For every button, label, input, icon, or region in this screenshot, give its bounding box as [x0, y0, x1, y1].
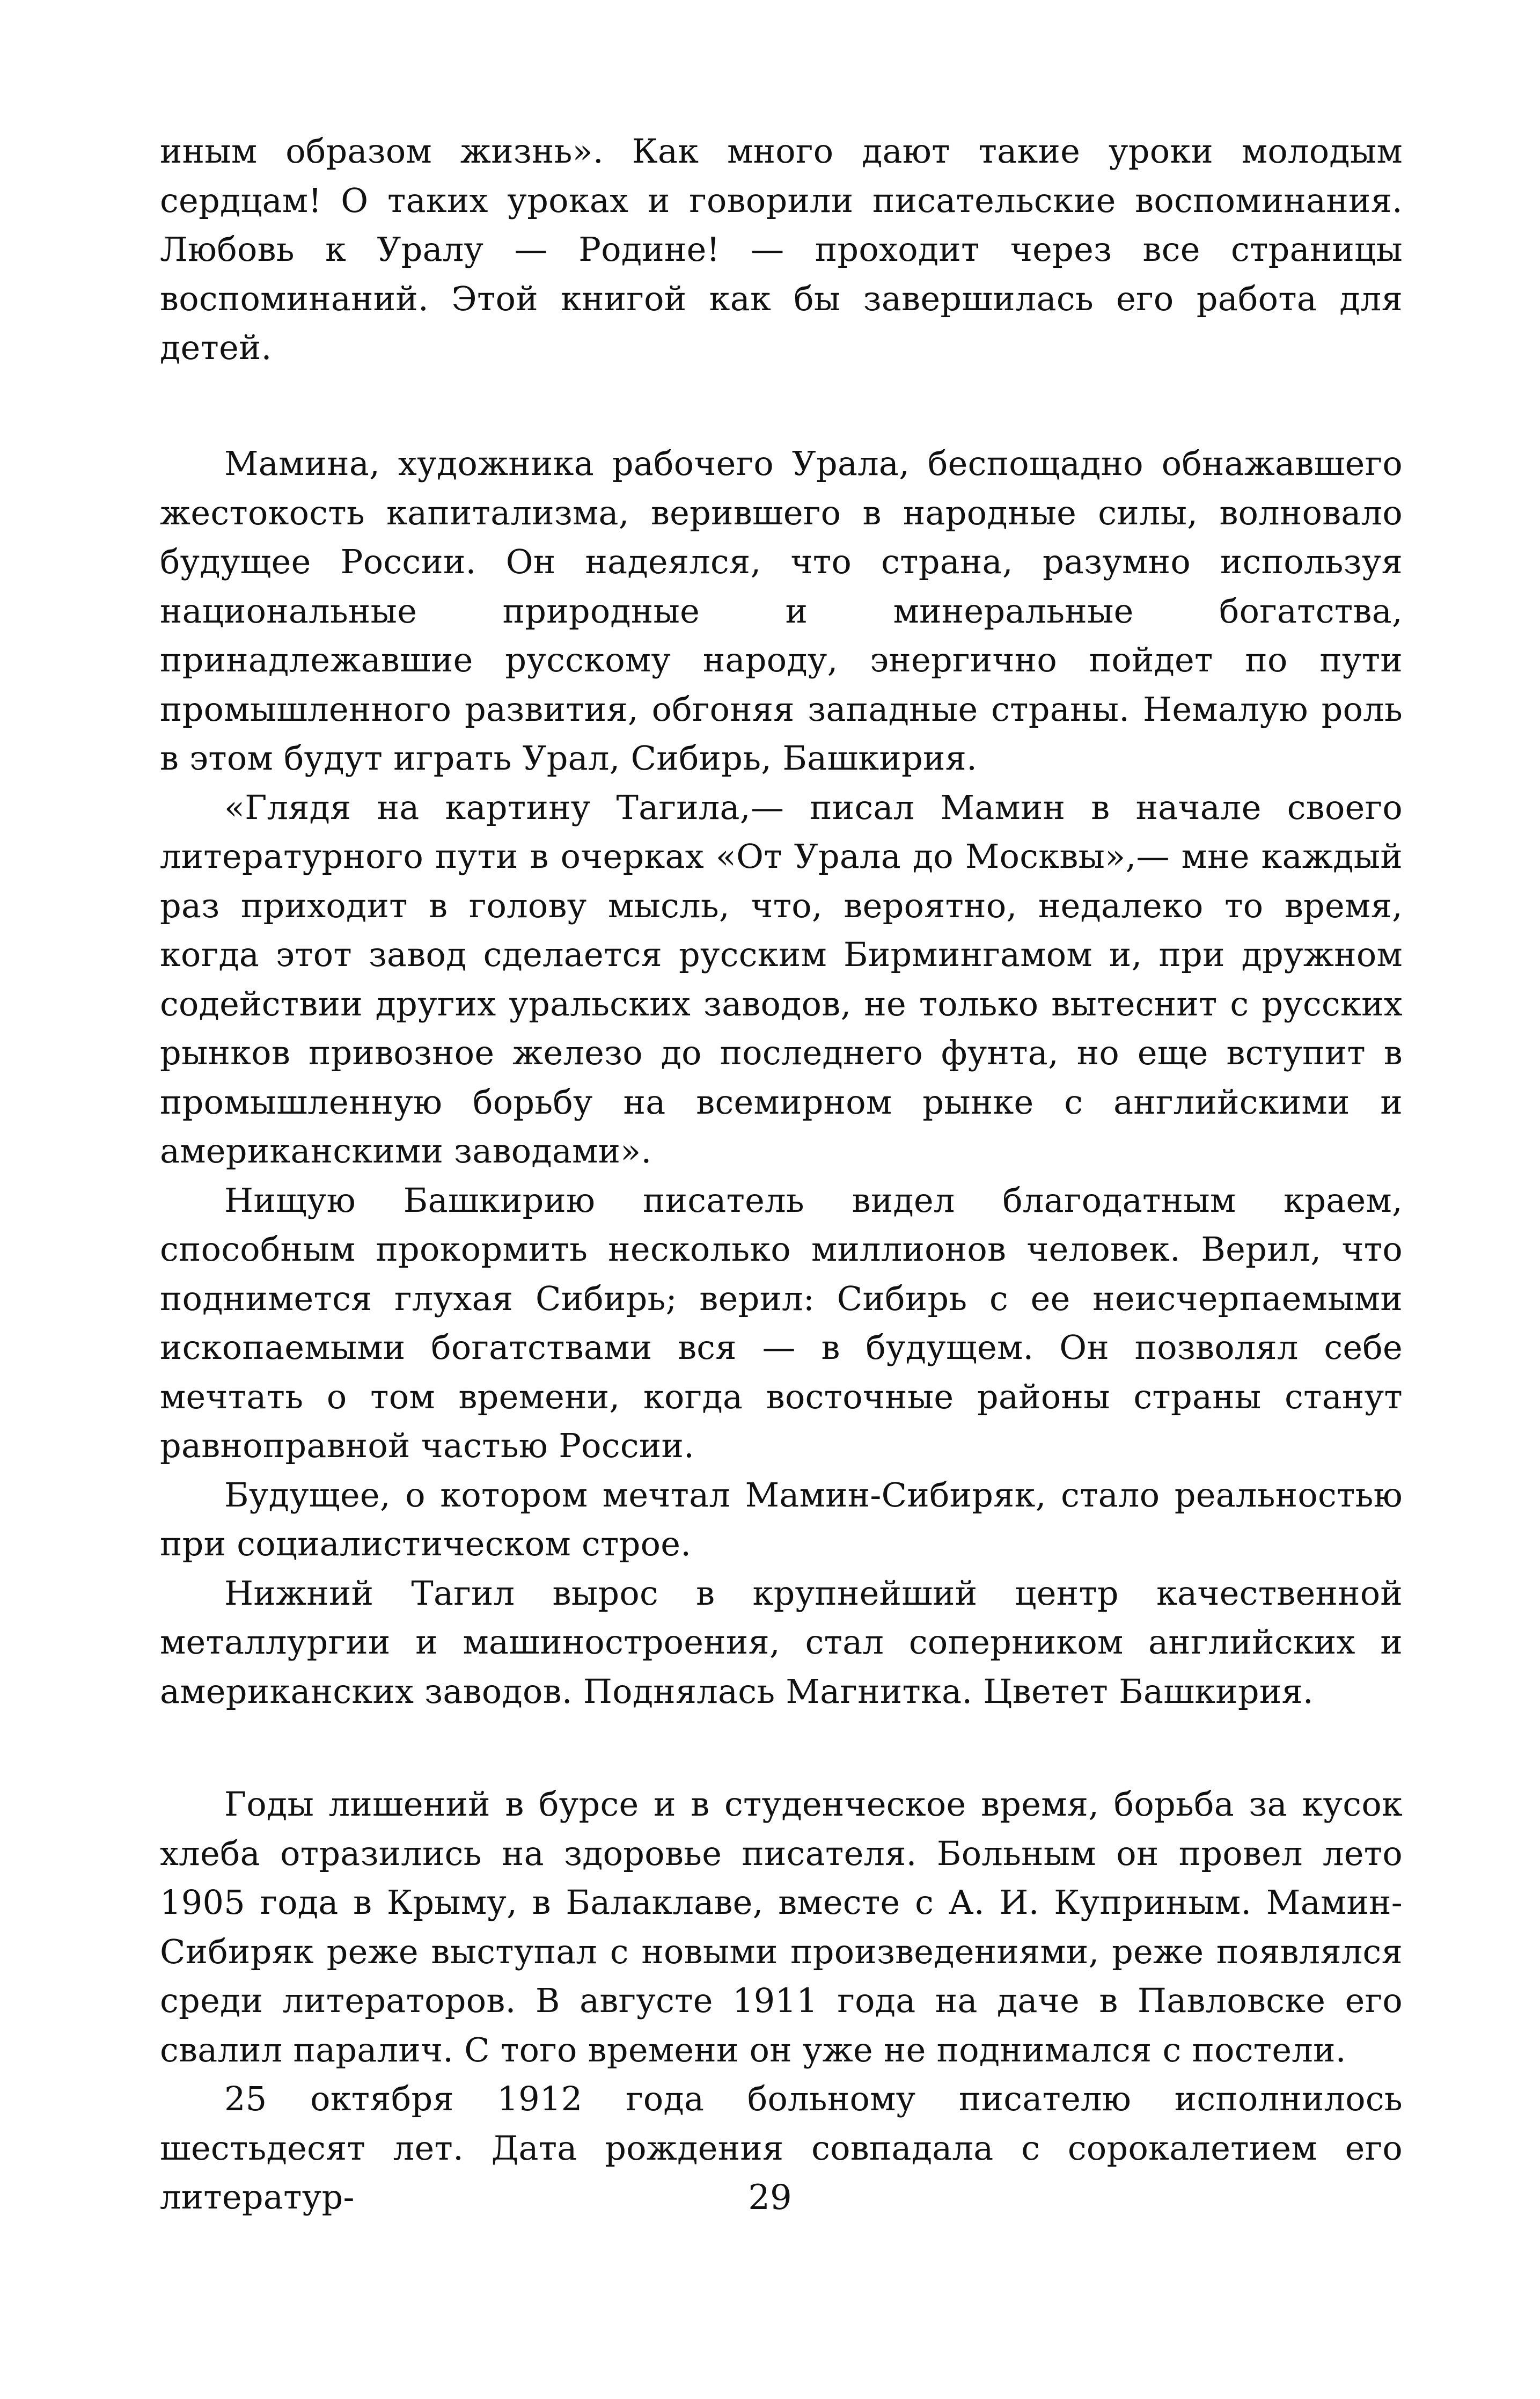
paragraph: «Глядя на картину Тагила,— писал Мамин в начале своего литературного пути в очерках «От Урала до Москвы»,— мне каждый раз приходит в голову мысль, что, вероятно, недалеко то время, когда этот завод сделается русским Бирмингамом и, при дружном содействии других уральских заводов, не только вытеснит с русских рынков привозное железо до последнего фунта, но еще вступит в промышленную борьбу на всемирном рынке с английскими и американскими заводами».	[160, 787, 1403, 1171]
paragraph: Нижний Тагил вырос в крупнейший центр качественной металлургии и машиностроения, стал соперником английских и американских заводов. Поднялась Магнитка. Цветет Башкирия.	[160, 1573, 1403, 1711]
paragraph: 25 октября 1912 года больному писателю исполнилось шестьдесят лет. Дата рождения совпадала с сорокалетием его литератур-	[160, 2079, 1403, 2217]
paragraph: Годы лишений в бурсе и в студенческое время, борьба за кусок хлеба отразились на здоровье писателя. Больным он провел лето 1905 года в Крыму, в Балаклаве, вместе с А. И. Куприным. Мамин-Сибиряк реже выступал с новыми произведениями, реже появлялся среди литераторов. В августе 1911 года на даче в Павловске его свалил паралич. С того времени он уже не поднимался с постели.	[160, 1784, 1403, 2069]
paragraph: Мамина, художника рабочего Урала, беспощадно обнажавшего жестокость капитализма, верившего в народные силы, волновало будущее России. Он надеялся, что страна, разумно используя национальные природные и минеральные богатства, принадлежавшие русскому народу, энергично пойдет по пути промышленного развития, обгоняя западные страны. Немалую роль в этом будут играть Урал, Сибирь, Башкирия.	[160, 444, 1403, 778]
paragraph: иным образом жизнь». Как много дают такие уроки молодым сердцам! О таких уроках и говорили писательские воспоминания. Любовь к Уралу — Родине! — проходит через все страницы воспоминаний. Этой книгой как бы завершилась его работа для детей.	[160, 131, 1403, 367]
page-number: 29	[748, 2178, 792, 2218]
text-section-3	[160, 1780, 1403, 2222]
text-section-1	[160, 127, 1403, 372]
paragraph: Нищую Башкирию писатель видел благодатным краем, способным прокормить несколько миллионов человек. Верил, что поднимется глухая Сибирь; верил: Сибирь с ее неисчерпаемыми ископаемыми богатствами вся — в будущем. Он позволял себе мечтать о том времени, когда восточные районы страны станут равноправной частью России.	[160, 1180, 1403, 1465]
text-section-2	[160, 439, 1403, 1716]
paragraph: Будущее, о котором мечтал Мамин-Сибиряк, стало реальностью при социалистическом строе.	[160, 1475, 1403, 1563]
